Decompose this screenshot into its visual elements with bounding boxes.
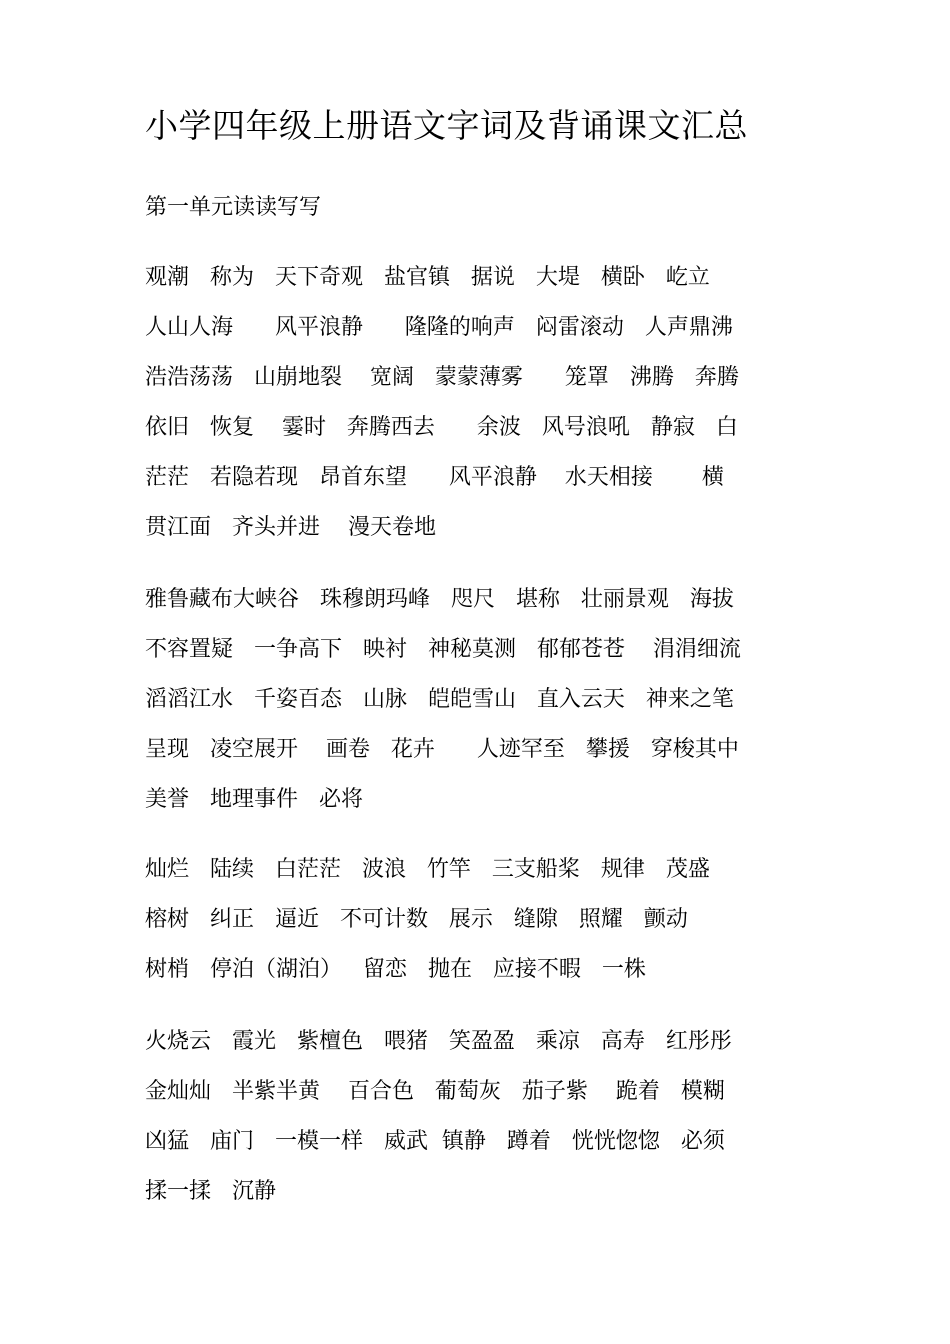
vocab-line: 灿烂 陆续 白茫茫 波浪 竹竿 三支船桨 规律 茂盛 bbox=[145, 857, 710, 882]
vocab-line: 观潮 称为 天下奇观 盐官镇 据说 大堤 横卧 屹立 bbox=[145, 265, 710, 290]
vocab-line: 金灿灿 半紫半黄 百合色 葡萄灰 茄子紫 跪着 模糊 bbox=[145, 1079, 725, 1104]
vocab-line: 树梢 停泊（湖泊） 留恋 抛在 应接不暇 一株 bbox=[145, 957, 646, 982]
vocab-line: 榕树 纠正 逼近 不可计数 展示 缝隙 照耀 颤动 bbox=[145, 907, 688, 932]
vocab-line: 凶猛 庙门 一模一样 威武 镇静 蹲着 恍恍惚惚 必须 bbox=[145, 1129, 725, 1154]
vocab-line: 茫茫 若隐若现 昂首东望 风平浪静 水天相接 横 bbox=[145, 465, 724, 490]
vocab-line: 火烧云 霞光 紫檀色 喂猪 笑盈盈 乘凉 高寿 红彤彤 bbox=[145, 1029, 732, 1054]
vocab-line: 人山人海 风平浪静 隆隆的响声 闷雷滚动 人声鼎沸 bbox=[145, 315, 733, 340]
vocab-line: 滔滔江水 千姿百态 山脉 皑皑雪山 直入云天 神来之笔 bbox=[145, 687, 734, 712]
vocab-line: 揉一揉 沉静 bbox=[145, 1179, 276, 1204]
vocab-paragraph-4 bbox=[145, 1017, 825, 1217]
section-heading: 第一单元读读写写 bbox=[145, 195, 322, 220]
vocab-line: 雅鲁藏布大峡谷 珠穆朗玛峰 咫尺 堪称 壮丽景观 海拔 bbox=[145, 587, 734, 612]
vocab-line: 美誉 地理事件 必将 bbox=[145, 787, 363, 812]
vocab-paragraph-1 bbox=[145, 253, 825, 553]
vocab-paragraph-2 bbox=[145, 575, 825, 825]
vocab-line: 不容置疑 一争高下 映衬 神秘莫测 郁郁苍苍 涓涓细流 bbox=[145, 637, 741, 662]
vocab-line: 依旧 恢复 霎时 奔腾西去 余波 风号浪吼 静寂 白 bbox=[145, 415, 738, 440]
vocab-line: 呈现 凌空展开 画卷 花卉 人迹罕至 攀援 穿梭其中 bbox=[145, 737, 739, 762]
vocab-paragraph-3 bbox=[145, 845, 825, 995]
vocab-line: 浩浩荡荡 山崩地裂 宽阔 蒙蒙薄雾 笼罩 沸腾 奔腾 bbox=[145, 365, 739, 390]
page-title: 小学四年级上册语文字词及背诵课文汇总 bbox=[145, 106, 748, 145]
vocab-line: 贯江面 齐头并进 漫天卷地 bbox=[145, 515, 436, 540]
